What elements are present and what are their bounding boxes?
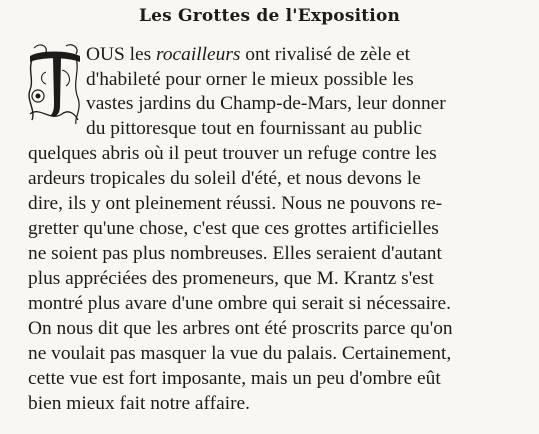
text-line-content: ne voulait pas masquer la vue du palais. Certainement, bbox=[28, 343, 452, 364]
text-line-content: gretter qu'une chose, c'est que ces grottes artificielles bbox=[28, 218, 439, 239]
text-line-content: montré plus avare d'une ombre qui serait si nécessaire. bbox=[28, 293, 451, 314]
text-line bbox=[28, 244, 442, 263]
text-line bbox=[86, 70, 520, 89]
text-line bbox=[28, 319, 453, 338]
text-line bbox=[28, 144, 437, 163]
text-line bbox=[28, 344, 451, 363]
text-line bbox=[28, 219, 439, 238]
text-line-content: bien mieux fait notre affaire. bbox=[28, 393, 250, 414]
text-line bbox=[28, 369, 441, 388]
text-line-content: ne soient pas plus nombreuses. Elles seraient d'autant bbox=[28, 243, 442, 264]
italic-word: rocailleurs bbox=[156, 44, 241, 65]
text-line-content: d'habileté pour orner le mieux possible les bbox=[86, 69, 414, 90]
text-line-content: quelques abris où il peut trouver un refuge contre les bbox=[28, 143, 437, 164]
text-line bbox=[86, 45, 520, 64]
text-line-content: dire, ils y ont pleinement réussi. Nous ne pouvons re- bbox=[28, 193, 443, 214]
text-line-content: cette vue est fort imposante, mais un peu d'ombre eût bbox=[28, 368, 441, 389]
ornamental-initial-t-icon bbox=[26, 40, 82, 126]
text-line-content: ardeurs tropicales du soleil d'été, et nous devons le bbox=[28, 168, 421, 189]
text-line bbox=[28, 394, 250, 413]
text-line-content: plus appréciées des promeneurs, que M. Krantz s'est bbox=[28, 268, 434, 289]
text-line-content: On nous dit que les arbres ont été proscrits parce qu'on bbox=[28, 318, 453, 339]
text-line-content: vastes jardins du Champ-de-Mars, leur donner bbox=[86, 93, 446, 114]
text-line bbox=[28, 269, 434, 288]
text-line-content: du pittoresque tout en fournissant au public bbox=[86, 118, 423, 139]
text-line bbox=[28, 194, 442, 213]
text-line bbox=[28, 169, 421, 188]
text-line bbox=[86, 119, 422, 138]
article-title: Les Grottes de l'Exposition bbox=[138, 6, 401, 26]
text-line-content: OUS les rocailleurs ont rivalisé de zèle et bbox=[86, 44, 411, 65]
text-line bbox=[86, 94, 520, 113]
text-line bbox=[28, 294, 451, 313]
